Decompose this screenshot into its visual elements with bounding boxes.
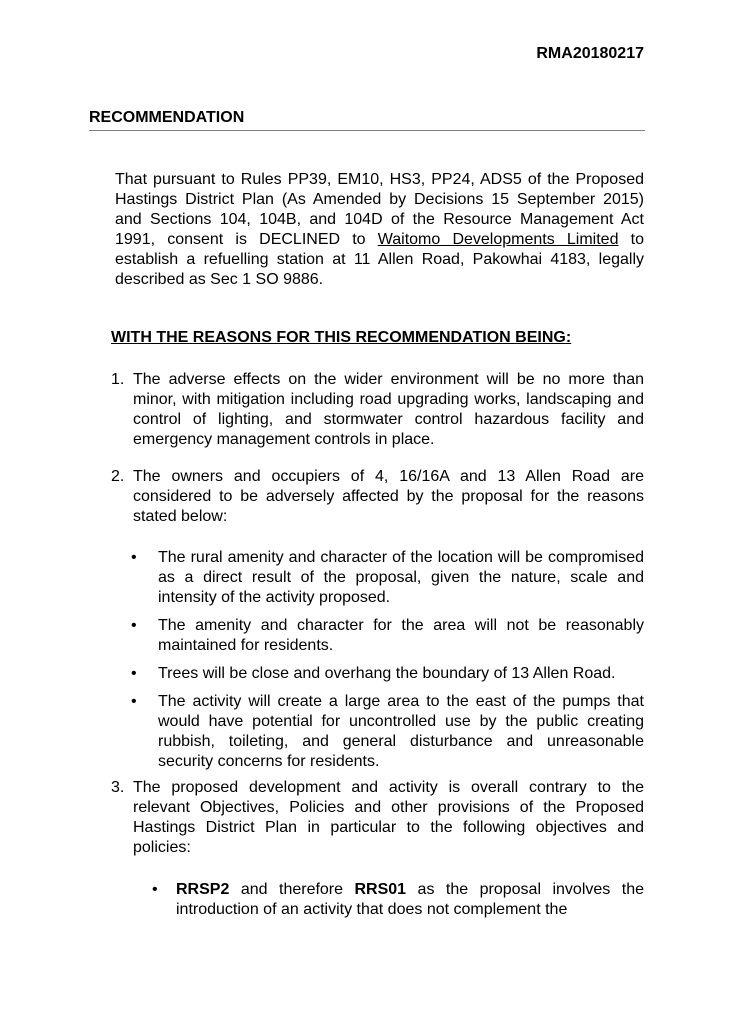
section-heading: RECOMMENDATION	[89, 108, 645, 131]
applicant-name: Waitomo Developments Limited	[377, 231, 619, 248]
intro-paragraph	[115, 170, 644, 290]
bullet-icon: •	[152, 881, 158, 898]
reasons-heading: WITH THE REASONS FOR THIS RECOMMENDATION BEING:	[111, 329, 572, 346]
bullet-text: The rural amenity and character of the location will be compromised as a direct result of the proposal, given the nature, scale and intensity of the activity proposed.	[158, 549, 644, 606]
bullet-text: The activity will create a large area to the east of the pumps that would have potential for uncontrolled use by the public creating rubbish, toileting, and general disturbance and unreasonable security concerns for residents.	[158, 693, 644, 770]
reason-number: 2.	[111, 468, 125, 485]
intro-text-before: That pursuant to Rules PP39, EM10, HS3, PP24, ADS5 of the Proposed Hastings District Plan (As Amended by Decisions 15 September 2015) and Sections 104, 104B, and 104D of the Resource Management Act 1991, consent is DECLINED to	[115, 171, 644, 248]
objective-code: RRSP2	[176, 881, 230, 898]
objective-code: RRS01	[354, 881, 407, 898]
bullet-text: The amenity and character for the area will not be reasonably maintained for residents.	[158, 617, 644, 654]
bullet-icon: •	[131, 665, 137, 682]
reason-text: The proposed development and activity is overall contrary to the relevant Objectives, Policies and other provisions of the Proposed Hastings District Plan in particular to the following objectives and policies:	[133, 779, 644, 856]
bullet-icon: •	[131, 549, 137, 566]
reason-number: 3.	[111, 779, 125, 796]
bullet-text: Trees will be close and overhang the boundary of 13 Allen Road.	[158, 665, 616, 682]
reason-text: The owners and occupiers of 4, 16/16A and 13 Allen Road are considered to be adversely affected by the proposal for the reasons stated below:	[133, 468, 644, 525]
bullet-text	[176, 880, 644, 920]
bullet-text-mid: and therefore	[229, 881, 355, 898]
bullet-icon: •	[131, 693, 137, 710]
bullet-icon: •	[131, 617, 137, 634]
document-reference: RMA20180217	[536, 45, 644, 62]
intro-text-after: to establish a refuelling station at 11 Allen Road, Pakowhai 4183, legally described as Sec 1 SO 9886.	[115, 231, 644, 288]
reason-number: 1.	[111, 371, 125, 388]
reason-text: The adverse effects on the wider environment will be no more than minor, with mitigation including road upgrading works, landscaping and control of lighting, and stormwater control hazardous facility and emergency management controls in place.	[133, 371, 644, 448]
bullet-text-rest: as the proposal involves the introduction of an activity that does not complement the	[176, 881, 644, 918]
